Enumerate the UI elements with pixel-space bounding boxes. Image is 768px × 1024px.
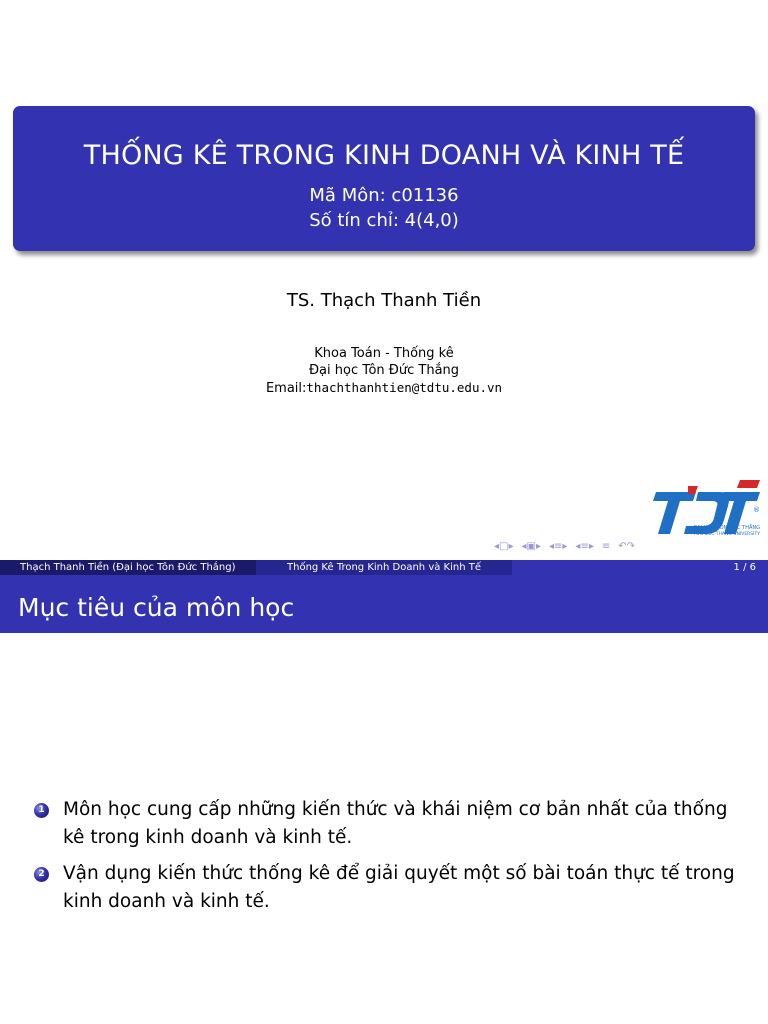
author-name: TS. Thạch Thanh Tiền bbox=[286, 290, 482, 311]
email-address: thachthanhtien@tdtu.edu.vn bbox=[306, 380, 503, 395]
footer-author: Thạch Thanh Tiền (Đại học Tôn Đức Thắng) bbox=[0, 560, 256, 575]
list-item-text: Môn học cung cấp những kiến thức và khái niệm cơ bản nhất của thống kê trong kinh doanh và kinh tế. bbox=[63, 799, 728, 848]
university-name: Đại học Tôn Đức Thắng bbox=[308, 363, 460, 378]
svg-text:ĐẠI HỌC TÔN ĐỨC THẮNG: ĐẠI HỌC TÔN ĐỨC THẮNG bbox=[693, 525, 760, 531]
beamer-navigation[interactable] bbox=[494, 541, 635, 555]
objectives-list bbox=[34, 796, 744, 924]
svg-text:®: ® bbox=[753, 506, 760, 514]
nav-search-icon[interactable]: ↶↷ bbox=[618, 541, 635, 552]
nav-prev-slide-icon[interactable]: ◂□▸ bbox=[494, 541, 514, 552]
email-label: Email: bbox=[265, 381, 307, 396]
frame-title: Mục tiêu của môn học bbox=[0, 575, 768, 633]
nav-subsection-icon[interactable]: ◂≡▸ bbox=[549, 541, 568, 552]
course-credits: Số tín chỉ: 4(4,0) bbox=[309, 210, 459, 231]
title-block bbox=[13, 106, 755, 251]
list-item bbox=[34, 796, 744, 852]
nav-align-icon[interactable]: ≡ bbox=[601, 541, 611, 552]
list-item bbox=[34, 860, 744, 916]
footer-page-number: 1 / 6 bbox=[512, 560, 768, 575]
footer-bar bbox=[0, 560, 768, 575]
course-title: THỐNG KÊ TRONG KINH DOANH VÀ KINH TẾ bbox=[83, 140, 685, 171]
nav-frame-icon[interactable]: ◂▣▸ bbox=[521, 541, 541, 552]
nav-section-icon[interactable]: ◂≡▸ bbox=[575, 541, 594, 552]
author-email bbox=[0, 380, 768, 396]
numbered-bullet-icon: 2 bbox=[34, 867, 49, 882]
faculty-name: Khoa Toán - Thống kê bbox=[314, 346, 454, 361]
svg-text:TON DUC THANG UNIVERSITY: TON DUC THANG UNIVERSITY bbox=[693, 532, 760, 537]
numbered-bullet-icon: 1 bbox=[34, 803, 49, 818]
university-logo bbox=[648, 474, 764, 542]
course-code: Mã Môn: c01136 bbox=[309, 185, 459, 206]
list-item-text: Vận dụng kiến thức thống kê để giải quyết một số bài toán thực tế trong kinh doanh và kinh tế. bbox=[63, 863, 735, 912]
footer-title: Thống Kê Trong Kinh Doanh và Kinh Tế bbox=[256, 560, 512, 575]
